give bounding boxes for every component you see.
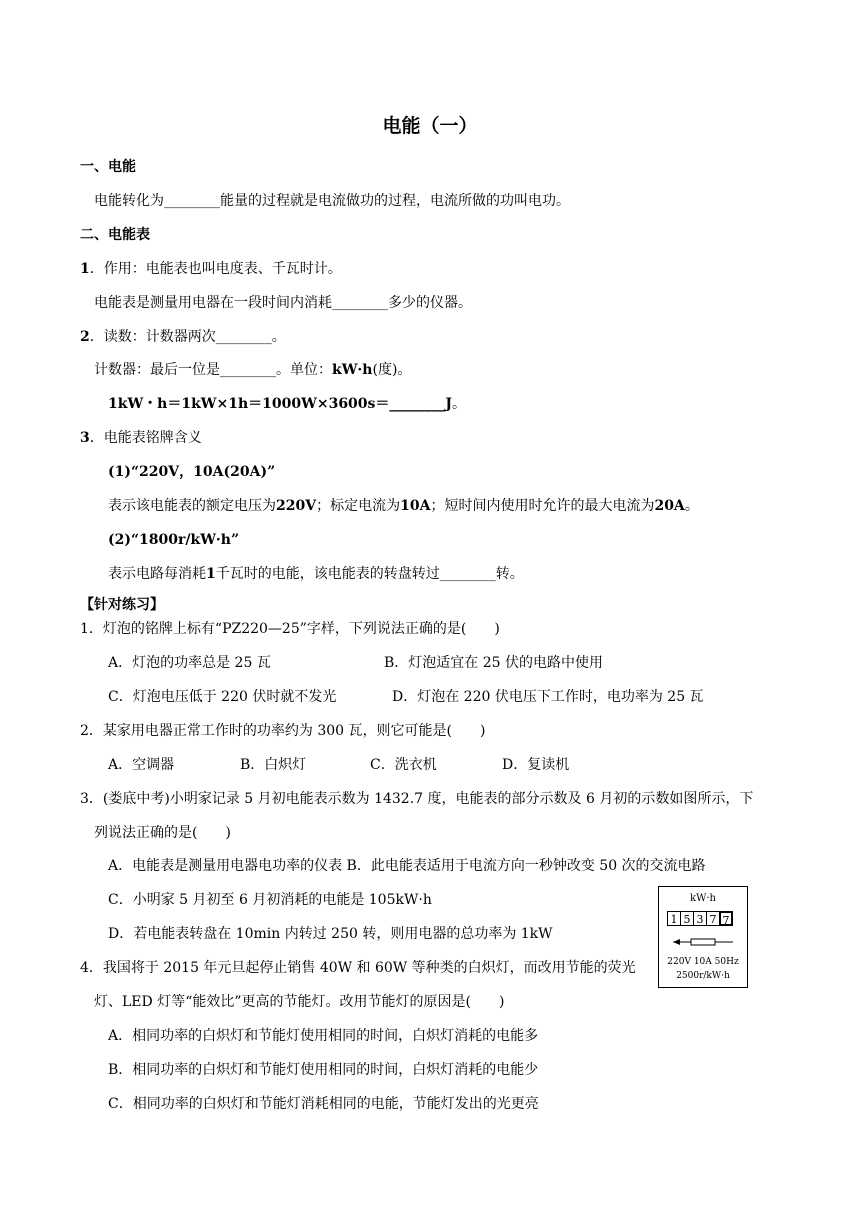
- question-2-stem: 2．某家用电器正常工作时的功率约为 300 瓦，则它可能是( ): [80, 723, 486, 739]
- electric-meter-figure: [658, 886, 748, 988]
- question-4-option-a: A．相同功率的白炽灯和节能灯使用相同的时间，白炽灯消耗的电能多: [108, 1028, 539, 1044]
- meter-spec-revolutions: 2500r/kW·h: [676, 971, 730, 981]
- question-4-stem-line-2: 灯、LED 灯等“能效比”更高的节能灯。改用节能灯的原因是( ): [94, 994, 505, 1010]
- question-1-option-d: D．灯泡在 220 伏电压下工作时，电功率为 25 瓦: [392, 689, 704, 705]
- nameplate-point-1-label: (1)“220V，10A(20A)”: [108, 464, 276, 480]
- question-1-option-a: A．灯泡的功率总是 25 瓦: [108, 655, 271, 671]
- question-1-stem: 1．灯泡的铭牌上标有“PZ220—25”字样，下列说法正确的是( ): [80, 621, 500, 637]
- practice-heading: 【针对练习】: [80, 597, 164, 613]
- question-3-option-d: D．若电能表转盘在 10min 内转过 250 转，则用电器的总功率为 1kW: [108, 926, 553, 942]
- question-3-stem-line-1: 3．(娄底中考)小明家记录 5 月初电能表示数为 1432.7 度，电能表的部分示数及 6 月初的示数如图所示，下: [80, 791, 754, 807]
- conversion-formula: 1kW・h＝1kW×1h＝1000W×3600s＝________J。: [108, 396, 467, 412]
- question-2-option-d: D．复读机: [502, 757, 570, 773]
- question-3-option-c: C．小明家 5 月初至 6 月初消耗的电能是 105kW·h: [108, 892, 432, 908]
- question-2-option-b: B．白炽灯: [240, 757, 307, 773]
- question-3-option-ab: A．电能表是测量用电器电功率的仪表 B．此电能表适用于电流方向一秒钟改变 50 次的交流电路: [108, 858, 706, 874]
- question-4-option-c: C．相同功率的白炽灯和节能灯消耗相同的电能，节能灯发出的光更亮: [108, 1096, 539, 1112]
- item-function-detail: 电能表是测量用电器在一段时间内消耗________多少的仪器。: [94, 295, 472, 311]
- item-reading: 2．读数：计数器两次________。: [80, 329, 286, 345]
- question-4-stem-line-1: 4．我国将于 2015 年元旦起停止销售 40W 和 60W 等种类的白炽灯，而改用节能的荧光: [80, 960, 636, 976]
- nameplate-point-2-desc: 表示电路每消耗1千瓦时的电能，该电能表的转盘转过________转。: [108, 566, 524, 582]
- meter-digit: 3: [693, 911, 707, 926]
- question-4-option-b: B．相同功率的白炽灯和节能灯使用相同的时间，白炽灯消耗的电能少: [108, 1062, 539, 1078]
- item-reading-counter: 计数器：最后一位是________。单位：kW·h(度)。: [94, 362, 412, 378]
- meter-digit: 7: [706, 911, 720, 926]
- meter-dial-icon: [671, 935, 735, 949]
- section-heading-energy: 一、电能: [80, 159, 136, 175]
- meter-counter: [667, 911, 732, 926]
- question-2-option-c: C．洗衣机: [370, 757, 437, 773]
- question-1-option-c: C．灯泡电压低于 220 伏时就不发光: [108, 689, 337, 705]
- energy-definition: 电能转化为________能量的过程就是电流做功的过程，电流所做的功叫电功。: [94, 193, 570, 209]
- nameplate-point-2-label: (2)“1800r/kW·h”: [108, 532, 240, 548]
- question-1-option-b: B．灯泡适宜在 25 伏的电路中使用: [384, 655, 604, 671]
- question-3-stem-line-2: 列说法正确的是( ): [94, 825, 231, 841]
- nameplate-point-1-desc: 表示该电能表的额定电压为220V；标定电流为10A；短时间内使用时允许的最大电流为20A。: [108, 498, 699, 514]
- item-function: 1．作用：电能表也叫电度表、千瓦时计。: [80, 261, 342, 277]
- meter-spec-rating: 220V 10A 50Hz: [667, 957, 739, 967]
- question-2-option-a: A．空调器: [108, 757, 175, 773]
- meter-digit: 1: [667, 911, 681, 926]
- meter-digit-last: 7: [719, 911, 733, 926]
- meter-unit-label: kW·h: [690, 893, 716, 904]
- item-nameplate: 3．电能表铭牌含义: [80, 430, 202, 446]
- section-heading-meter: 二、电能表: [80, 227, 150, 243]
- page-title: 电能（一）: [382, 115, 478, 137]
- meter-digit: 5: [680, 911, 694, 926]
